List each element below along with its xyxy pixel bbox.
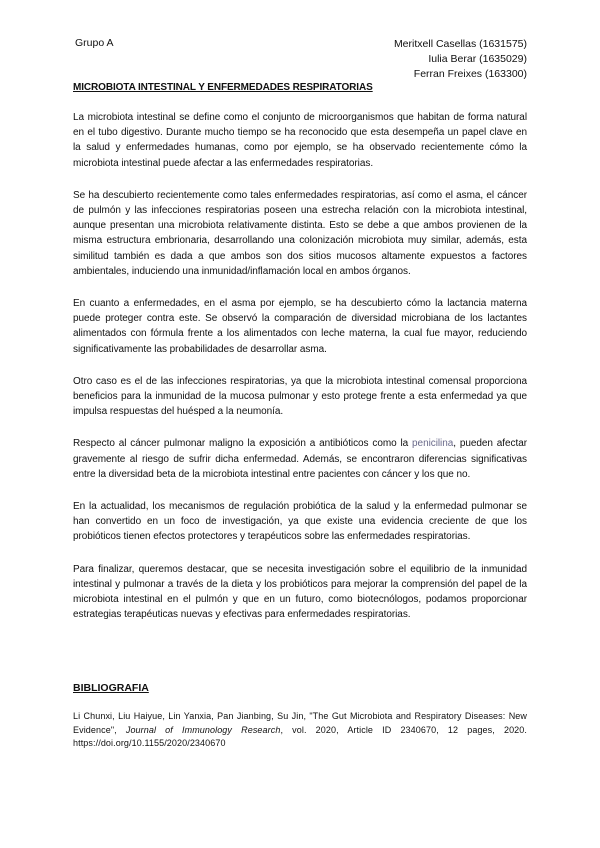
author-name: Ferran Freixes (163300): [413, 68, 527, 80]
paragraph-conclusion: Para finalizar, queremos destacar, que se necesita investigación sobre el equilibrio de la inmunidad intestinal y pulmonar a través de la dieta y los probióticos para mejorar la comprensión del papel de la microbiota intestinal en el pulmón y que en un futuro, como biotecnólogos, podamos proporcionar estrategias terapéuticas nuevas y efectivas para enfermedades respiratorias.: [73, 563, 527, 621]
bibliography-reference: [73, 710, 527, 751]
document-title: MICROBIOTA INTESTINAL Y ENFERMEDADES RESPIRATORIAS: [73, 82, 373, 93]
reference-journal: Journal of Immunology Research: [125, 724, 281, 735]
paragraph-cancer-text-start: Respecto al cáncer pulmonar maligno la exposición a antibióticos como la: [73, 438, 413, 450]
author-list: [394, 37, 527, 82]
reference-authors-title: Li Chunxi, Liu Haiyue, Lin Yanxia, Pan Jianbing, Su Jin, "The Gut Microbiota and Respiratory Diseases: New Evidence",: [73, 711, 527, 735]
paragraph-cancer: [73, 436, 527, 482]
paragraph-cancer-text-end: , pueden afectar gravemente al riesgo de sufrir dicha enfermedad. Además, se encontraron diferencias significativas entre la diversidad beta de la microbiota intestinal entre pacientes con cáncer y los que no.: [73, 438, 527, 480]
author-name: Meritxell Casellas (1631575): [393, 38, 527, 50]
paragraph-probiotics: En la actualidad, los mecanismos de regulación probiótica de la salud y la enfermedad pulmonar se han convertido en un foco de investigación, ya que existe una evidencia creciente de que los probióticos tienen efectos protectores y terapéuticos sobre las enfermedades respiratorias.: [73, 501, 527, 543]
bibliography-heading: BIBLIOGRAFIA: [73, 682, 149, 694]
paragraph-infections: Otro caso es el de las infecciones respiratorias, ya que la microbiota intestinal comensal proporciona beneficios para la inmunidad de la mucosa pulmonar y esto protege frente a esta enfermedad ya que impulsa respuestas del huésped a la neumonía.: [73, 375, 527, 418]
reference-details-doi[interactable]: , vol. 2020, Article ID 2340670, 12 pages, 2020. https://doi.org/10.1155/2020/2340670: [73, 724, 527, 748]
paragraph-asthma: En cuanto a enfermedades, en el asma por ejemplo, se ha descubierto cómo la lactancia materna puede proteger contra este. Se observó la comparación de diversidad microbiana de los lactantes alimentados con fórmula frente a los alimentados con leche materna, la cual fue mayor, reduciendo significativamente las probabilidades de desarrollar asma.: [73, 298, 527, 355]
paragraph-intro: La microbiota intestinal se define como el conjunto de microorganismos que habitan de forma natural en el tubo digestivo. Durante mucho tiempo se ha reconocido que esta desempeña un papel clave en la salud y enfermedades humanas, como por ejemplo, se ha observado recientemente cómo la microbiota intestinal puede afectar a las enfermedades respiratorias.: [73, 112, 527, 169]
document-body: [73, 110, 527, 639]
paragraph-relation: Se ha descubierto recientemente como tales enfermedades respiratorias, así como el asma, el cáncer de pulmón y las infecciones respiratorias poseen una estrecha relación con la microbiota intestinal, aunque presentan una microbiota relativamente distinta. Esto se debe a que ambos provienen de la misma estructura embrionaria, desarrollando una colonización microbiota muy similar, además, esta similitud también es dada a que ambos son dos sitios mucosos altamente expuestos a factores ambientales, induciendo una inmunidad/inflamación local en ambos órganos.: [73, 189, 527, 277]
author-name: Iulia Berar (1635029): [428, 53, 527, 65]
group-label: Grupo A: [75, 37, 114, 49]
penicilina-link[interactable]: penicilina: [412, 438, 454, 450]
